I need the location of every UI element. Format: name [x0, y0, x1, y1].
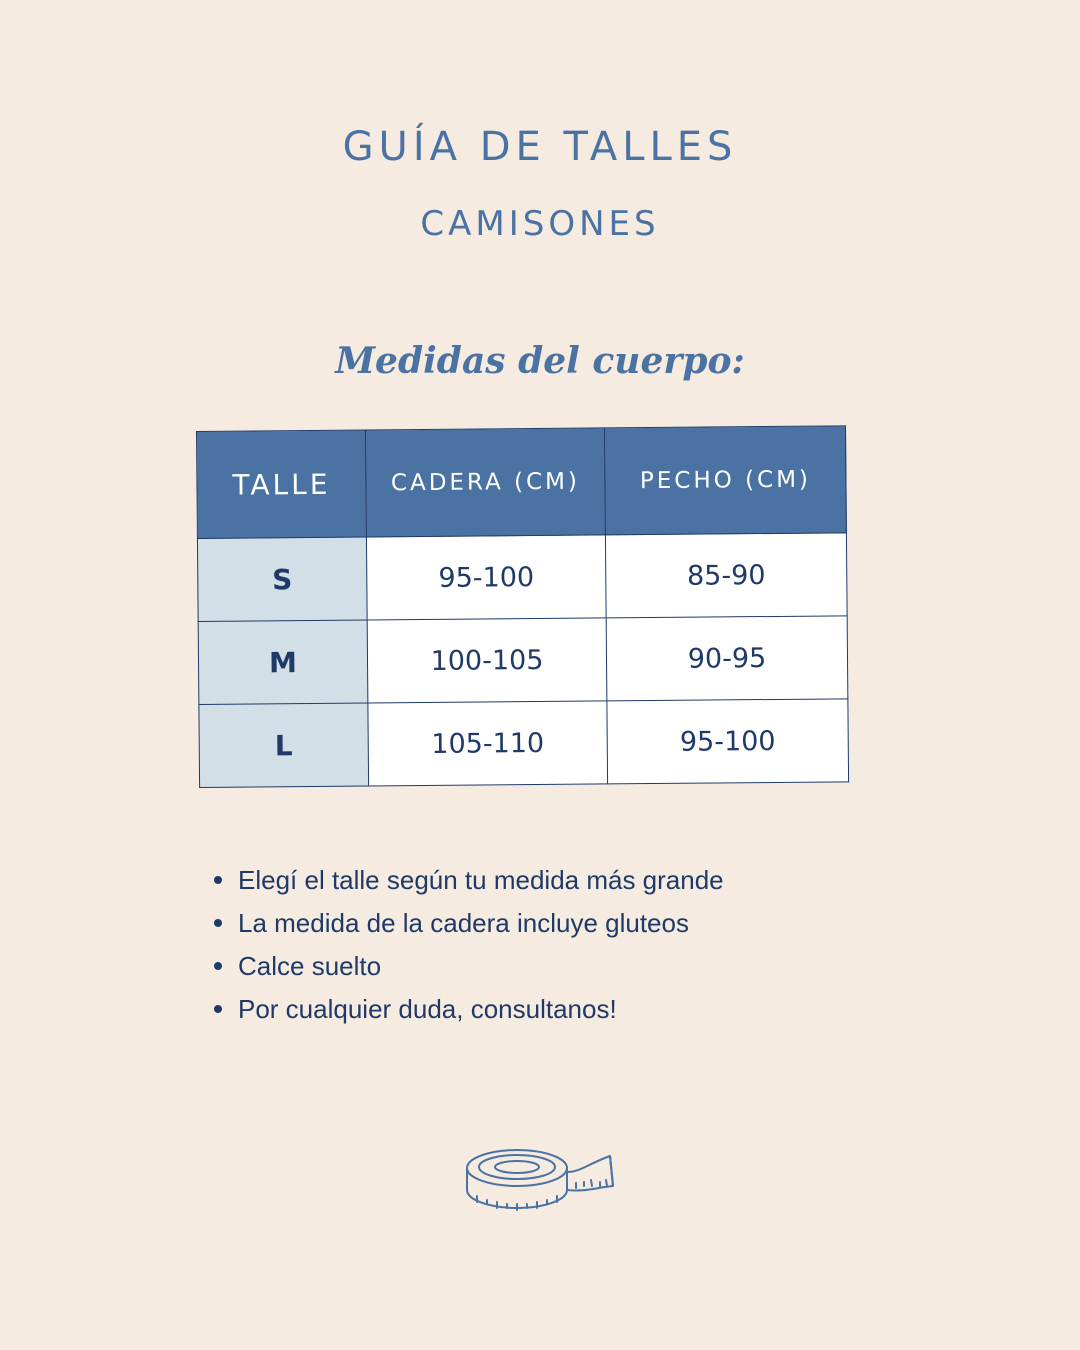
- table-row: [197, 533, 847, 622]
- list-item: Por cualquier duda, consultanos!: [212, 989, 724, 1032]
- size-table: [196, 425, 849, 788]
- page-title: GUÍA DE TALLES: [342, 124, 738, 170]
- measuring-tape-icon: [460, 1140, 620, 1220]
- table-row: [198, 616, 848, 705]
- notes-list: [212, 860, 724, 1032]
- pecho-cell: 90-95: [606, 616, 848, 701]
- section-title: Medidas del cuerpo:: [335, 340, 745, 382]
- page-subtitle: CAMISONES: [420, 204, 660, 244]
- header-cadera: CADERA (CM): [365, 428, 605, 537]
- cadera-cell: 105-110: [368, 701, 608, 786]
- cadera-cell: 95-100: [366, 535, 606, 620]
- list-item: La medida de la cadera incluye gluteos: [212, 903, 724, 946]
- header-talle: TALLE: [197, 430, 367, 538]
- table-row: [199, 699, 849, 788]
- pecho-cell: 85-90: [605, 533, 847, 618]
- table-header-row: [197, 426, 847, 539]
- header-pecho: PECHO (CM): [604, 426, 846, 535]
- pecho-cell: 95-100: [607, 699, 849, 784]
- list-item: Calce suelto: [212, 946, 724, 989]
- size-cell: S: [197, 537, 367, 621]
- size-cell: M: [198, 620, 368, 704]
- list-item: Elegí el talle según tu medida más grande: [212, 860, 724, 903]
- size-cell: L: [199, 703, 369, 787]
- cadera-cell: 100-105: [367, 618, 607, 703]
